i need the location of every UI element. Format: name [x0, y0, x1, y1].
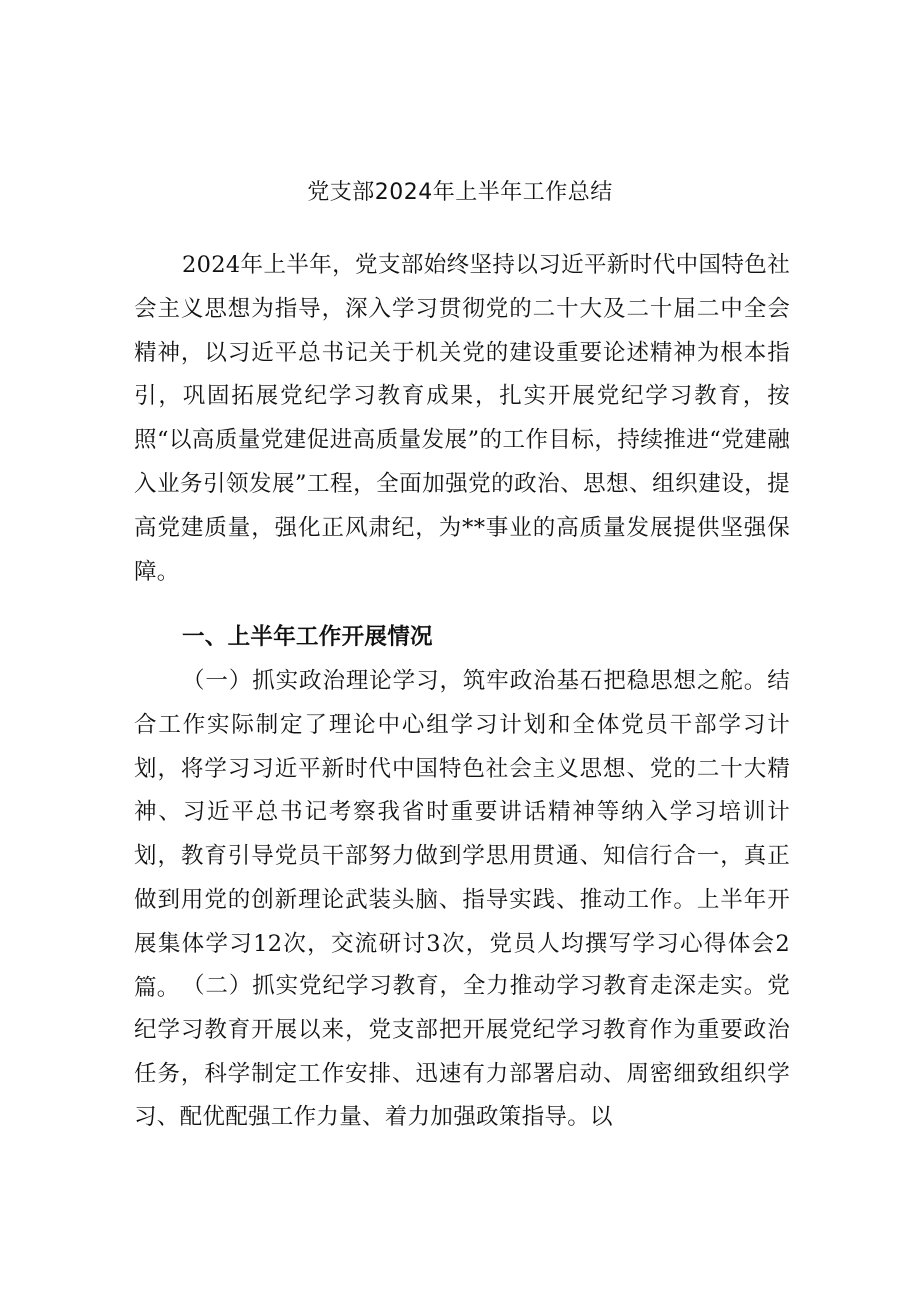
section-item-paragraph: （一）抓实政治理论学习，筑牢政治基石把稳思想之舵。结合工作实际制定了理论中心组学习计划和全体党员干部学习计划，将学习习近平新时代中国特色社会主义思想、党的二十大精神、习近平总书记考察我省时重要讲话精神等纳入学习培训计划，教育引导党员干部努力做到学思用贯通、知信行合一，真正做到用党的创新理论武装头脑、指导实践、推动工作。上半年开展集体学习12次，交流研讨3次，党员人均撰写学习心得体会2篇。 — [134, 668, 790, 1001]
section-heading: 一、上半年工作开展情况 — [182, 624, 433, 650]
document-title: 党支部2024年上半年工作总结 — [307, 180, 613, 205]
section-item-paragraph: （二）抓实党纪学习教育，全力推动学习教育走深走实。党纪学习教育开展以来，党支部把开展党纪学习教育作为重要政治任务，科学制定工作安排、迅速有力部署启动、周密细致组织学习、配优配强工作力量、着力加强政策指导。以 — [134, 973, 790, 1131]
intro-paragraph: 2024年上半年，党支部始终坚持以习近平新时代中国特色社会主义思想为指导，深入学习贯彻党的二十大及二十届二中全会精神，以习近平总书记关于机关党的建设重要论述精神为根本指引，巩固拓展党纪学习教育成果，扎实开展党纪学习教育，按照“以高质量党建促进高质量发展”的工作目标，持续推进“党建融入业务引领发展”工程，全面加强党的政治、思想、组织建设，提高党建质量，强化正风肃纪，为**事业的高质量发展提供坚强保障。 — [134, 252, 790, 585]
